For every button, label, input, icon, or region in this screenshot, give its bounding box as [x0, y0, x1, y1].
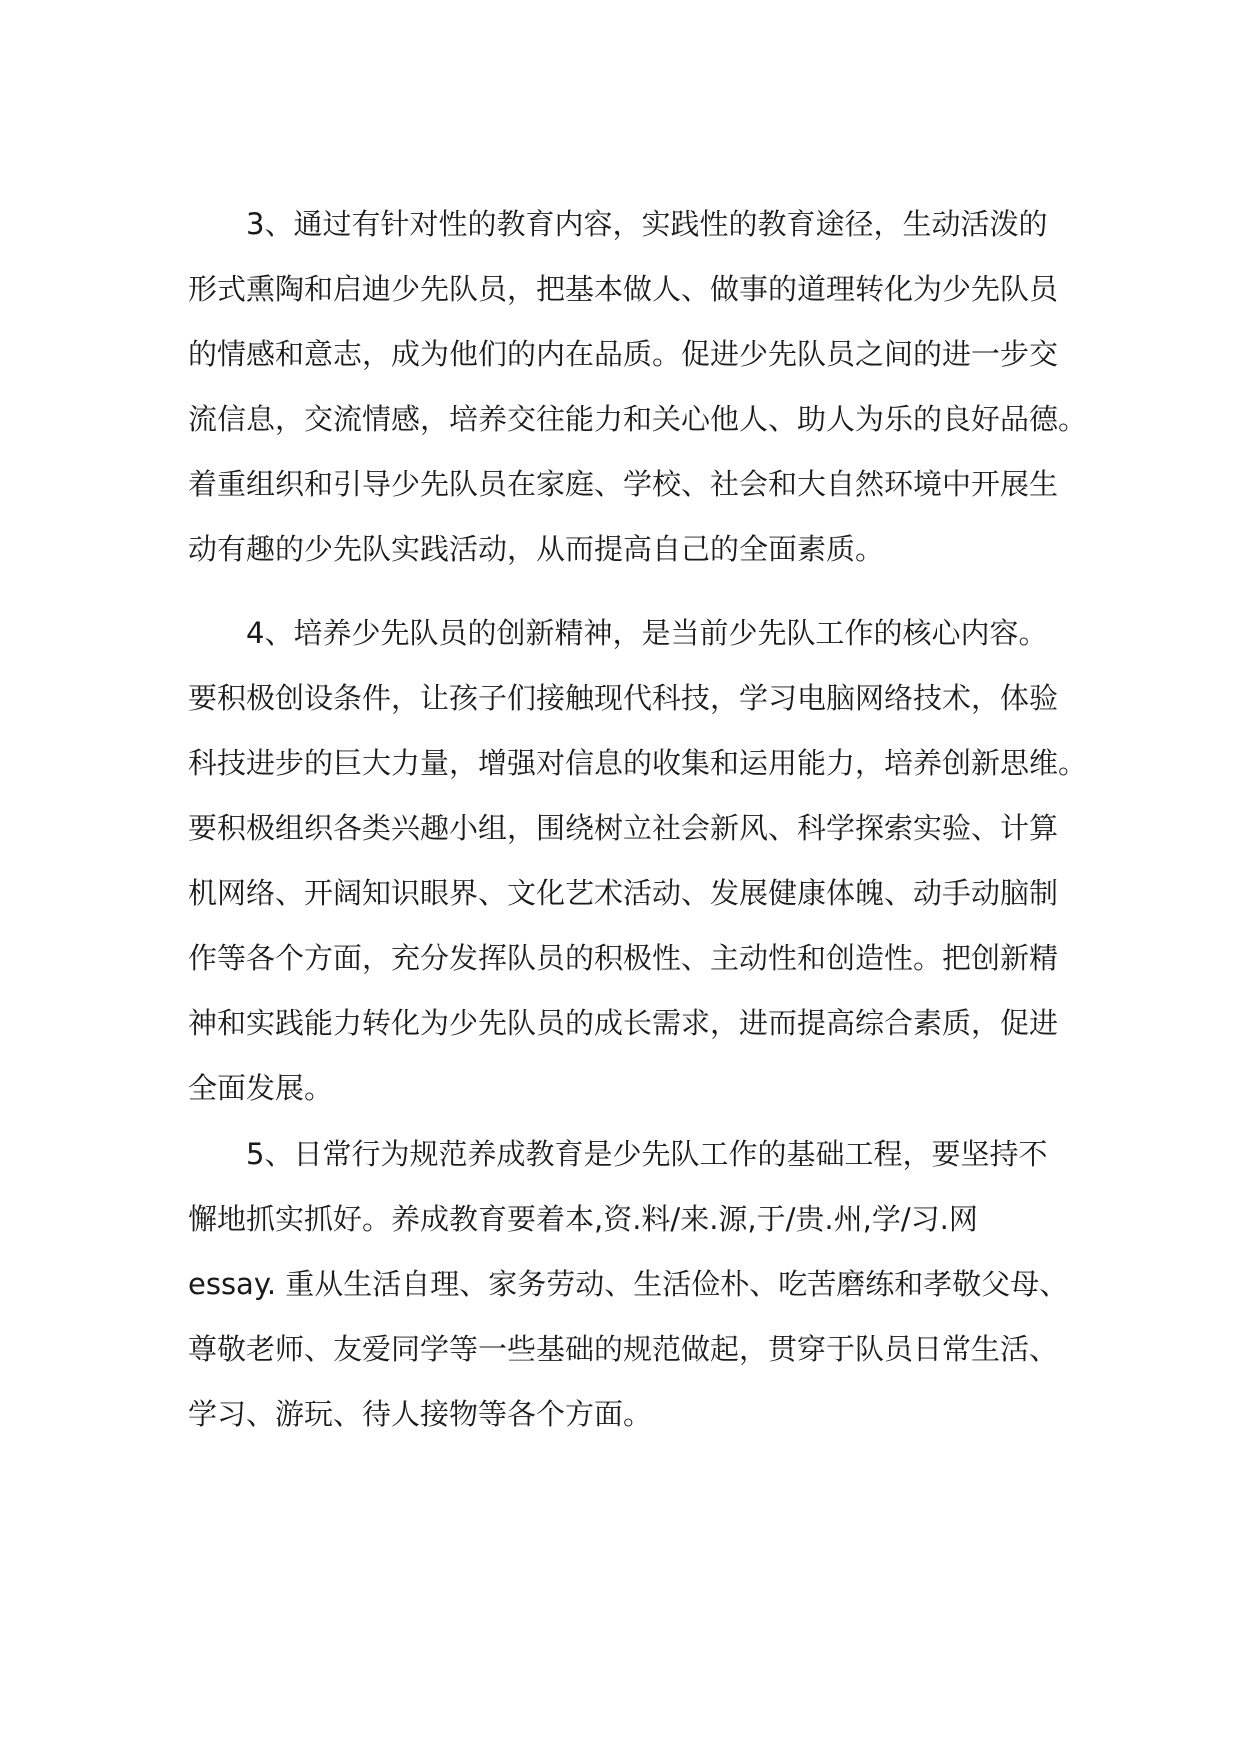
paragraph-line: 尊敬老师、友爱同学等一些基础的规范做起，贯穿于队员日常生活、 [188, 1332, 1059, 1366]
paragraph-line: 要积极创设条件，让孩子们接触现代科技，学习电脑网络技术，体验 [188, 681, 1059, 715]
paragraph-line: 全面发展。 [188, 1071, 334, 1105]
paragraph-5 [188, 1122, 1069, 1447]
paragraph-line: 要积极组织各类兴趣小组，围绕树立社会新风、科学探索实验、计算 [188, 811, 1059, 845]
paragraph-line: 神和实践能力转化为少先队员的成长需求，进而提高综合素质，促进 [188, 1006, 1059, 1040]
paragraph-line: 作等各个方面，充分发挥队员的积极性、主动性和创造性。把创新精 [188, 941, 1059, 975]
paragraph-line: 4、培养少先队员的创新精神，是当前少先队工作的核心内容。 [246, 616, 1048, 650]
paragraph-4 [188, 601, 1088, 1121]
paragraph-3 [188, 192, 1088, 582]
paragraph-line: 的情感和意志，成为他们的内在品质。促进少先队员之间的进一步交 [188, 337, 1059, 371]
paragraph-line: 懈地抓实抓好。养成教育要着本,资.料/来.源,于/贵.州,学/习.网 [188, 1202, 978, 1236]
paragraph-line: 形式熏陶和启迪少先队员，把基本做人、做事的道理转化为少先队员 [188, 272, 1059, 306]
paragraph-line: 动有趣的少先队实践活动，从而提高自己的全面素质。 [188, 532, 885, 566]
paragraph-line: 着重组织和引导少先队员在家庭、学校、社会和大自然环境中开展生 [188, 467, 1059, 501]
paragraph-line: 机网络、开阔知识眼界、文化艺术活动、发展健康体魄、动手动脑制 [188, 876, 1059, 910]
paragraph-line: 5、日常行为规范养成教育是少先队工作的基础工程，要坚持不 [246, 1137, 1048, 1171]
paragraph-line: 科技进步的巨大力量，增强对信息的收集和运用能力，培养创新思维。 [188, 746, 1088, 780]
paragraph-line: 3、通过有针对性的教育内容，实践性的教育途径，生动活泼的 [246, 207, 1048, 241]
paragraph-line: 流信息，交流情感，培养交往能力和关心他人、助人为乐的良好品德。 [188, 402, 1088, 436]
paragraph-line: essay. 重从生活自理、家务劳动、生活俭朴、吃苦磨练和孝敬父母、 [188, 1267, 1069, 1301]
paragraph-line: 学习、游玩、待人接物等各个方面。 [188, 1397, 653, 1431]
